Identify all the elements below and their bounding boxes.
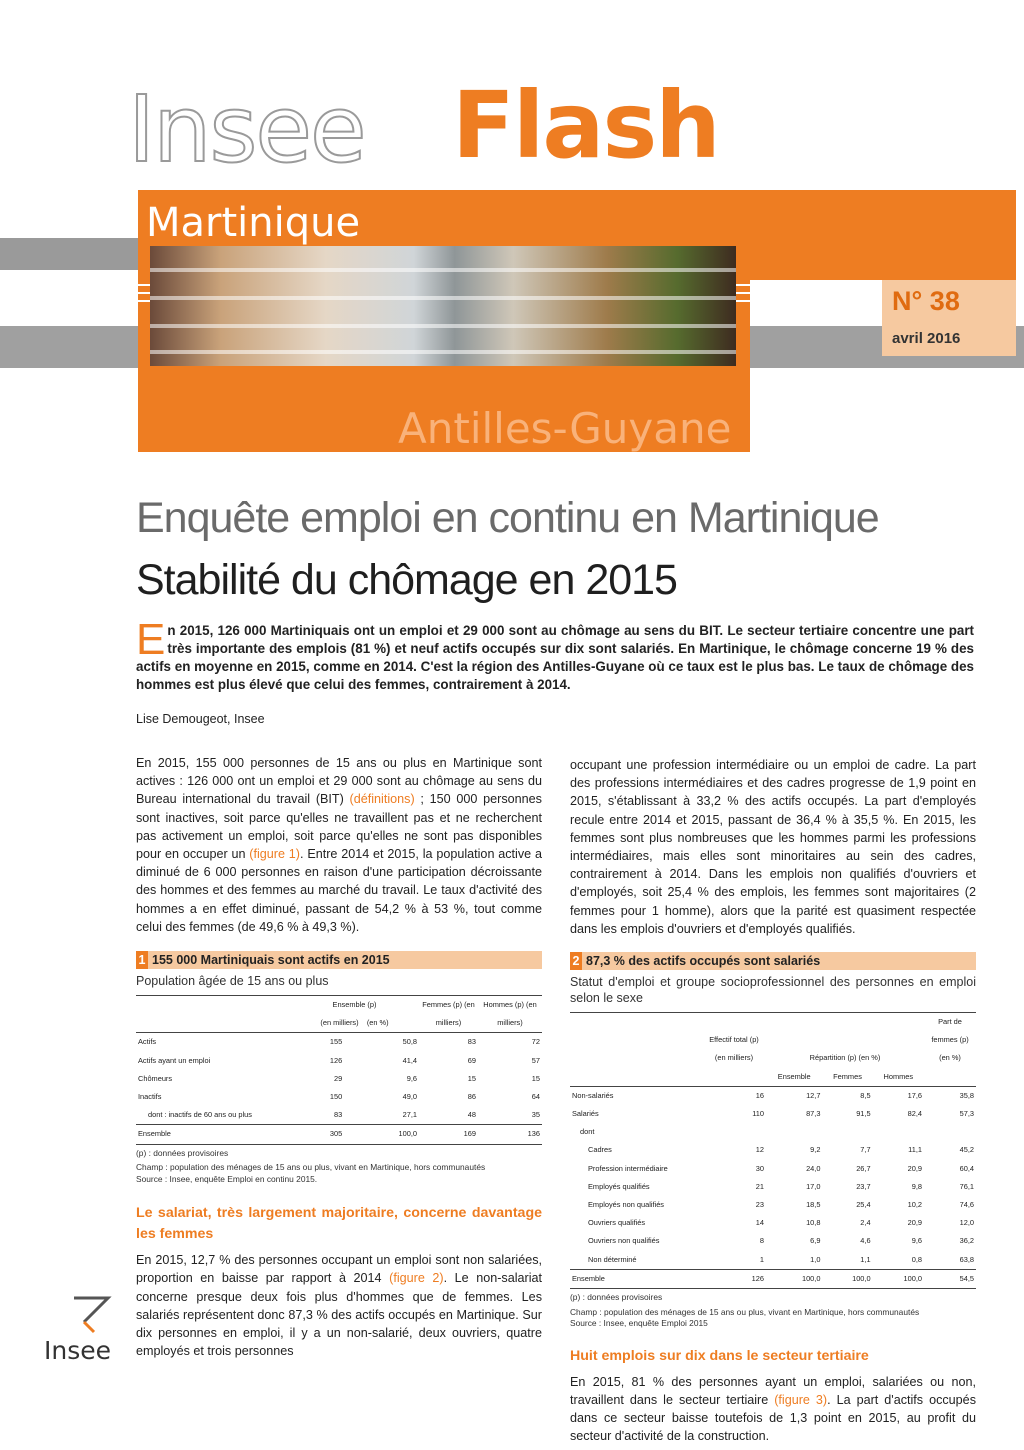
- author: Lise Demougeot, Insee: [136, 712, 265, 726]
- table-cell: 136: [527, 1129, 540, 1139]
- figure2-title: 87,3 % des actifs occupés sont salariés: [586, 954, 821, 969]
- figure1-subtitle: Population âgée de 15 ans ou plus: [136, 974, 329, 989]
- table-row: [570, 1269, 976, 1288]
- table-cell: 155: [329, 1037, 343, 1047]
- table-cell: 35,8: [959, 1090, 974, 1100]
- table-cell: 83: [334, 1110, 343, 1120]
- table-cell: Non déterminé: [588, 1254, 637, 1264]
- table-row: [136, 1052, 542, 1070]
- table-cell: 100,0: [903, 1273, 922, 1283]
- table-cell: 49,0: [402, 1092, 417, 1102]
- table-cell: 91,5: [856, 1109, 871, 1119]
- table-cell: Chômeurs: [138, 1073, 173, 1083]
- paragraph: En 2015, 81 % des personnes ayant un emploi, salariées ou non, travaillent dans le secteur tertiaire (figure 3). La part d'actifs occupés dans ce secteur baisse toutefois de 1,3 point en 2015, au profit du secteur d'activité de la construction.: [570, 1374, 976, 1444]
- table-row: [570, 1196, 976, 1214]
- table-row: [136, 1088, 542, 1106]
- table-cell: 9,8: [911, 1181, 922, 1191]
- table-cell: 12,7: [806, 1090, 821, 1100]
- table-cell: 41,4: [402, 1055, 417, 1065]
- figure1-source: Source : Insee, enquête Emploi en continu 2015.: [136, 1173, 318, 1184]
- link-definitions[interactable]: (définitions): [349, 792, 415, 807]
- table-cell: 126: [329, 1055, 343, 1065]
- table-cell: 72: [531, 1037, 540, 1047]
- table-cell: 10,2: [907, 1200, 922, 1210]
- table-row: [136, 1033, 542, 1052]
- table-cell: 82,4: [907, 1109, 922, 1119]
- table-cell: 26,7: [856, 1163, 871, 1173]
- table-cell: 4,6: [860, 1236, 871, 1246]
- table-cell: 12,0: [959, 1218, 974, 1228]
- supermarket-photo: [150, 246, 736, 366]
- table-cell: Actifs ayant un emploi: [138, 1055, 211, 1065]
- link-figure-3[interactable]: (figure 3): [774, 1392, 828, 1407]
- table-cell: Ensemble: [138, 1129, 171, 1139]
- table-cell: 305: [329, 1129, 343, 1139]
- brand-flash: Flash: [452, 72, 719, 179]
- figure1-note: (p) : données provisoires: [136, 1147, 229, 1158]
- table-row: [570, 1160, 976, 1178]
- table-cell: 15: [531, 1073, 540, 1083]
- subregion-title: Antilles-Guyane: [398, 404, 732, 453]
- table-cell: Actifs: [138, 1037, 157, 1047]
- table-cell: 15: [467, 1073, 476, 1083]
- figure2-number: 2: [570, 952, 582, 970]
- table-row: [570, 1232, 976, 1250]
- table-cell: 20,9: [907, 1163, 922, 1173]
- table-cell: 76,1: [959, 1181, 974, 1191]
- table-cell: [702, 1123, 766, 1141]
- table-cell: Inactifs: [138, 1092, 162, 1102]
- section-title-salariat: Le salariat, très largement majoritaire, concerne davantage les femmes: [136, 1205, 542, 1243]
- table-cell: Ensemble: [572, 1273, 605, 1283]
- brand-insee: Insee: [128, 76, 365, 183]
- figure2: [570, 952, 976, 1330]
- table-cell: 8: [759, 1236, 764, 1246]
- table-cell: dont : inactifs de 60 ans ou plus: [148, 1110, 252, 1120]
- link-figure-2[interactable]: (figure 2): [389, 1271, 444, 1286]
- section-title-tertiaire: Huit emplois sur dix dans le secteur tertiaire: [570, 1347, 869, 1364]
- fig2-col-ensemble: Ensemble: [777, 1071, 811, 1081]
- table-cell: 17,0: [806, 1181, 821, 1191]
- table-cell: 150: [329, 1092, 343, 1102]
- table-cell: 11,1: [908, 1145, 922, 1155]
- column-left: [136, 754, 542, 1360]
- figure1-header: [136, 951, 542, 969]
- table-cell: 74,6: [959, 1200, 974, 1210]
- table-cell: 110: [752, 1109, 764, 1119]
- figure1-scope: Champ : population des ménages de 15 ans ou plus, vivant en Martinique, hors communautés: [136, 1162, 486, 1173]
- table-cell: 54,5: [959, 1273, 974, 1283]
- table-cell: 45,2: [959, 1145, 974, 1155]
- table-cell: [766, 1123, 822, 1141]
- table-cell: Ouvriers qualifiés: [588, 1218, 646, 1228]
- figure2-subtitle: Statut d'emploi et groupe socioprofessionnel des personnes en emploi selon le sexe: [570, 975, 976, 1006]
- figure2-scope: Champ : population des ménages de 15 ans ou plus, vivant en Martinique, hors communautés: [570, 1306, 920, 1317]
- article-title-line2: Stabilité du chômage en 2015: [136, 556, 677, 604]
- table-cell: 87,3: [806, 1109, 821, 1119]
- table-cell: 50,8: [402, 1037, 417, 1047]
- figure2-note: (p) : données provisoires: [570, 1292, 663, 1303]
- table-cell: 20,9: [907, 1218, 922, 1228]
- link-figure-1[interactable]: (figure 1): [249, 847, 300, 862]
- table-cell: 21: [755, 1181, 764, 1191]
- table-row: [570, 1105, 976, 1123]
- table-cell: 63,8: [959, 1254, 974, 1264]
- table-row: [136, 1070, 542, 1088]
- table-row: [570, 1251, 976, 1270]
- table-cell: 57: [531, 1055, 540, 1065]
- fig2-col-effectif: Effectif total (p) (en milliers): [709, 1035, 759, 1063]
- region-title: Martinique: [146, 200, 361, 246]
- table-cell: 60,4: [959, 1163, 974, 1173]
- table-cell: 27,1: [402, 1110, 417, 1120]
- table-row: [570, 1086, 976, 1105]
- table-cell: 9,2: [810, 1145, 821, 1155]
- paragraph: occupant une profession intermédiaire ou un emploi de cadre. La part des professions intermédiaires et des cadres progresse de 1,9 point en 2015, s'établissant à 33,2 % des actifs occupés. La part d'employés recule entre 2014 et 2015, passant de 36,4 % à 35,5 %. En 2015, les femmes sont plus nombreuses que les hommes parmi les professions intermédiaires, mais elles sont minoritaires au sein des cadres, contrairement à 2014. Dans les emplois non qualifiés d'ouvriers et d'employés, soit 25,4 % des emplois, les femmes sont majoritaires (2 femmes pour 1 homme), alors que la parité est quasiment respectée dans les emplois d'ouvriers et d'employés qualifiés.: [570, 758, 976, 936]
- figure1-table: [136, 995, 542, 1145]
- table-cell: 126: [751, 1273, 764, 1283]
- table-cell: [822, 1123, 872, 1141]
- table-cell: 17,6: [907, 1090, 922, 1100]
- table-cell: 57,3: [959, 1109, 974, 1119]
- table-cell: 64: [531, 1092, 540, 1102]
- lead-paragraph: [136, 615, 974, 694]
- header-grey-band: [0, 238, 140, 270]
- table-cell: Ouvriers non qualifiés: [588, 1236, 660, 1246]
- issue-number: N° 38: [892, 286, 960, 316]
- table-cell: 48: [467, 1110, 476, 1120]
- table-row: [570, 1141, 976, 1159]
- table-cell: 23: [755, 1200, 764, 1210]
- figure2-table: [570, 1012, 976, 1289]
- paragraph: En 2015, 12,7 % des personnes occupant un emploi sont non salariées, proportion en baisse par rapport à 2014 (figure 2). Le non-salariat concerne presque deux fois plus d'hommes que de femmes. Les salariés représentent donc 87,3 % des actifs occupés en Martinique. Sur dix personnes en emploi, il y a un non-salarié, deux ouvriers, quatre employés et trois personnes: [136, 1253, 542, 1359]
- table-row: [570, 1178, 976, 1196]
- table-cell: 6,9: [810, 1236, 821, 1246]
- fig2-col-hommes: Hommes: [883, 1071, 914, 1081]
- table-cell: 9,6: [911, 1236, 922, 1246]
- table-cell: Cadres: [588, 1145, 612, 1155]
- table-cell: dont: [580, 1127, 595, 1137]
- table-cell: 7,7: [860, 1145, 871, 1155]
- table-cell: 69: [467, 1055, 476, 1065]
- table-cell: 35: [531, 1110, 540, 1120]
- table-cell: 9,6: [406, 1073, 417, 1083]
- figure1: [136, 951, 542, 1185]
- fig2-col-femmes: Femmes: [833, 1071, 862, 1081]
- table-cell: 1: [759, 1254, 764, 1264]
- fig1-col-hommes: Hommes (p) (en milliers): [483, 1000, 537, 1028]
- table-cell: 10,8: [806, 1218, 821, 1228]
- table-cell: 1,1: [860, 1254, 871, 1264]
- table-row: [570, 1214, 976, 1232]
- insee-logo-icon: [64, 1292, 118, 1338]
- table-cell: 23,7: [856, 1181, 871, 1191]
- table-cell: 25,4: [856, 1200, 871, 1210]
- table-cell: Employés non qualifiés: [588, 1200, 665, 1210]
- table-cell: [924, 1123, 976, 1141]
- table-cell: Salariés: [572, 1109, 599, 1119]
- table-row: [136, 1106, 542, 1125]
- fig1-col-femmes: Femmes (p) (en milliers): [422, 1000, 475, 1028]
- table-cell: 12: [755, 1145, 764, 1155]
- figure2-source: Source : Insee, enquête Emploi 2015: [570, 1318, 708, 1329]
- issue-date: avril 2016: [892, 330, 961, 347]
- table-cell: 0,8: [911, 1254, 922, 1264]
- table-cell: 16: [755, 1090, 764, 1100]
- table-cell: 86: [467, 1092, 476, 1102]
- fig1-col-ensemble: Ensemble (p) (en milliers) (en %): [320, 1000, 389, 1028]
- table-cell: 29: [334, 1073, 343, 1083]
- table-cell: Non-salariés: [572, 1090, 614, 1100]
- table-cell: 8,5: [860, 1090, 871, 1100]
- insee-logo-text: Insee: [44, 1336, 112, 1365]
- table-row: [136, 1125, 542, 1144]
- table-cell: 83: [467, 1037, 476, 1047]
- article-title-line1: Enquête emploi en continu en Martinique: [136, 494, 879, 542]
- table-cell: 169: [463, 1129, 476, 1139]
- table-cell: 18,5: [806, 1200, 821, 1210]
- table-cell: 36,2: [959, 1236, 974, 1246]
- figure2-header: [570, 952, 976, 970]
- paragraph: En 2015, 155 000 personnes de 15 ans ou plus en Martinique sont actives : 126 000 ont un emploi et 29 000 sont au chômage au sens du Bureau international du travail (BIT) (définitions) ; 150 000 personnes sont inactives, soit parce qu'elles ne travaillent pas et ne recherchent pas activement un emploi, soit parce qu'elles ne sont pas disponibles pour en occuper un (figure 1). Entre 2014 et 2015, la population active a diminué de 6 000 personnes en raison d'une participation décroissante des hommes et des femmes au marché du travail. Le taux d'activité des hommes a en effet diminué, passant de 54,2 % à 53 %, tout comme celui des femmes (de 49,6 % à 49,3 %).: [136, 756, 542, 934]
- table-cell: Employés qualifiés: [588, 1181, 650, 1191]
- fig2-col-repartition: Répartition (p) (en %): [809, 1053, 881, 1063]
- table-cell: [873, 1123, 924, 1141]
- dropcap: E: [136, 615, 166, 664]
- table-cell: 100,0: [398, 1129, 417, 1139]
- figure1-number: 1: [136, 951, 148, 969]
- table-cell: 1,0: [810, 1254, 821, 1264]
- table-cell: 100,0: [852, 1273, 871, 1283]
- table-cell: 24,0: [806, 1163, 821, 1173]
- table-cell: 100,0: [801, 1273, 821, 1283]
- table-cell: 2,4: [860, 1218, 871, 1228]
- figure1-title: 155 000 Martiniquais sont actifs en 2015: [152, 953, 390, 968]
- table-cell: Profession intermédiaire: [588, 1163, 668, 1173]
- lead-text: n 2015, 126 000 Martiniquais ont un emploi et 29 000 sont au chômage au sens du BIT. Le secteur tertiaire concentre une part très importante des emplois (81 %) et neuf actifs occupés sur dix sont salariés. En Martinique, le chômage concerne 19 % des actifs en moyenne en 2015, comme en 2014. C'est la région des Antilles-Guyane où ce taux est le plus bas. Le taux de chômage des hommes est plus élevé que celui des femmes, contrairement à 2014.: [136, 623, 974, 692]
- fig2-col-part: Part de femmes (p) (en %): [931, 1017, 969, 1063]
- table-cell: 30: [755, 1163, 764, 1173]
- table-row: [570, 1123, 976, 1141]
- table-cell: 14: [755, 1218, 764, 1228]
- column-right: [570, 756, 976, 1445]
